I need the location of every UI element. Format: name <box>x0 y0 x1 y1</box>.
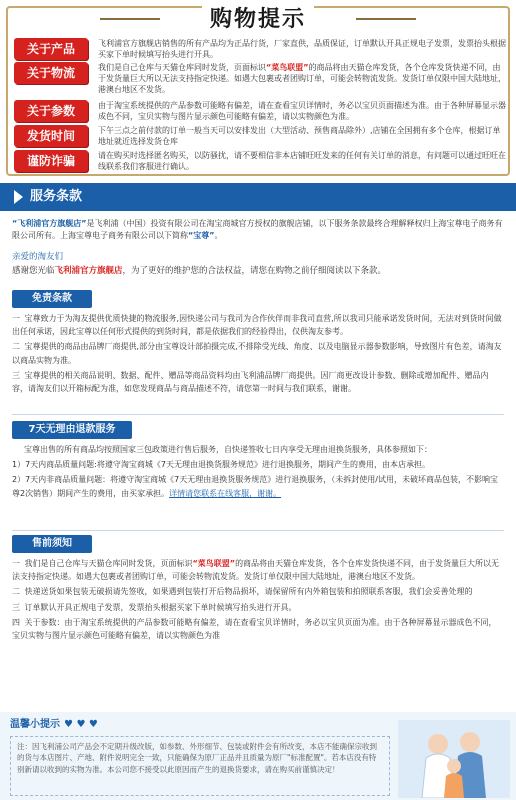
returns-lead: 宝尊出售的所有商品均按照国家三包政策进行售后服务，自快递签收七日内享受无理由退换货服务，具体参照如下： <box>24 445 432 454</box>
presale-item <box>12 585 504 598</box>
thanks-a: 感谢您光临 <box>12 266 55 276</box>
warm-tips-section <box>0 712 516 800</box>
tip-row-fraud <box>14 150 506 172</box>
thanks-line <box>12 266 386 277</box>
item-text: 我们是自己仓库与天猫仓库同时发货，页面标识 <box>24 559 193 568</box>
service-intro <box>12 218 504 242</box>
divider <box>12 414 504 415</box>
service-terms-header <box>0 183 516 211</box>
tip-text-logistics-a: 我们是自己仓库与天猫仓库同时发货，页面标识 <box>98 63 266 72</box>
item-num: 二 <box>12 342 20 352</box>
intro-end: 。 <box>214 231 223 240</box>
family-illustration-icon <box>398 720 510 798</box>
tip-badge-product: 关于产品 <box>14 38 88 60</box>
warm-tips-title: 温馨小提示 <box>10 719 60 730</box>
item-num: 三 <box>12 602 20 612</box>
divider <box>12 530 504 531</box>
item-num: 三 <box>12 370 20 380</box>
tip-badge-shipping-time: 发货时间 <box>14 125 88 147</box>
item-text: 7天内非商品质量问题：将遵守淘宝商城《7天无理由退换货服务规范》进行退换服务，（未拆封使用/试用，未破坏商品包装，不影响宝尊2次销售）期间产生的费用，由买家承担。 <box>12 475 498 498</box>
item-num: 一 <box>12 314 20 323</box>
tip-text-product: 飞利浦官方旗舰店销售的所有产品均为正品行货，厂家直供，品质保证，订单默认开具正规电子发票，发票抬头根据买家下单时候填写抬头进行开具。 <box>98 39 506 60</box>
item-num: 一 <box>12 559 20 568</box>
arrow-right-icon <box>14 190 23 204</box>
returns-item <box>12 473 504 499</box>
returns-item <box>12 458 504 471</box>
store-name: “飞利浦官方旗舰店” <box>12 219 87 228</box>
warm-tips-text: 注：因飞利浦公司产品会不定期升级改版，如参数、外形细节、包装或附件会有所改变，本店不能确保宗收到的货与本店图片、产地、附件说明完全一致，只能确保为原厂正品并且质量为原厂"标准配置"。若本店没有特别新请以收到的实物为准。本公司您不接受以此原因而产生的退换货要求，请在购买前谨慎决定！ <box>10 736 390 796</box>
tip-text-fraud: 请在购买时选择匿名购买，以防骚扰，请不要相信非本店铺旺旺发来的任何有关订单的消息，有问题可以通过旺旺在线联系我们客服进行确认。 <box>98 151 506 172</box>
disclaimer-body <box>12 312 504 397</box>
returns-badge: 7天无理由退款服务 <box>12 421 132 439</box>
tip-row-params <box>14 100 506 122</box>
shopping-tips-section <box>0 0 516 180</box>
item-text: 快递送货如果包装无破损请先签收，如果遇到包装打开后物品损坏，请保留所有内外箱包装和拍照联系客服，我们会妥善处理的 <box>24 587 473 597</box>
disclaimer-badge: 免责条款 <box>12 290 92 308</box>
item-text: 订单默认开具正规电子发票，发票抬头根据买家下单时候填写抬头进行开具。 <box>24 602 297 612</box>
disclaimer-item <box>12 369 504 395</box>
contact-service-link[interactable]: 详情请您联系在线客服，谢谢。 <box>169 488 282 498</box>
presale-body <box>12 557 504 644</box>
tip-text-params: 由于淘宝系统提供的产品参数可能略有偏差，请在查看宝贝详情时，务必以宝贝页面描述为准。由于各种屏幕显示器成色不同，宝贝实物与图片显示颜色可能略有偏差，请以实物颜色为准。 <box>98 101 506 122</box>
greeting-line: 亲爱的淘友们 <box>12 252 64 262</box>
tip-row-product <box>14 38 506 60</box>
cainiao-highlight: “菜鸟联盟” <box>266 63 309 72</box>
item-num: 二 <box>12 587 20 597</box>
hearts-icon: ♥ ♥ ♥ <box>64 719 98 730</box>
item-num: 四 <box>12 617 20 627</box>
baozun-name: “宝尊” <box>188 231 215 240</box>
presale-badge: 售前须知 <box>12 535 92 553</box>
intro-text: 是飞利浦（中国）投资有限公司在淘宝商城官方授权的旗舰店铺，以下服务条款最终合理解释权归上海宝尊电子商务有限公司所有。上海宝尊电子商务有限公司以下简称 <box>12 219 503 240</box>
tip-text-logistics-b: 的商品将由天猫仓库发货，各个仓库发货快递不同，由于发货量巨大所以无法支持指定快递。如遇大包裹或者团购订单，可能会转物流发货。发货订单仅限中国大陆地址，港澳台地区不发货。 <box>98 63 506 95</box>
tip-badge-params: 关于参数 <box>14 100 88 122</box>
item-text: 宝尊致力于为淘友提供优质快捷的物流服务,因快递公司与我司为合作伙伴而非我司直营,所以我司只能承诺发货时间，无法对到货时间做出任何承诺，因此宝尊以任何形式提供的到货时间，都是依据我们的经验得出，仅供淘友参考。 <box>12 314 502 337</box>
presale-item <box>12 601 504 614</box>
disclaimer-item <box>12 312 504 338</box>
disclaimer-item <box>12 340 504 366</box>
shopping-tips-title: 购物提示 <box>202 6 314 32</box>
shopping-tips-title-wrap <box>150 0 366 40</box>
item-text: 关于参数：由于淘宝系统提供的产品参数可能略有偏差，请在查看宝贝详情时，务必以宝贝页面为准。由于各种屏幕显示器成色不同，宝贝实物与图片显示颜色可能略有偏差，请以实物颜色为准 <box>12 617 497 640</box>
item-text: 宝尊提供的商品由品牌厂商提供,部分由宝尊设计部拍摄完成,不排除受光线、角度、以及电脑显示器参数影响，导致图片有色差，请淘友以商品实物为准。 <box>12 342 502 365</box>
tip-text-logistics <box>98 62 506 96</box>
tip-row-shipping-time <box>14 125 506 147</box>
item-num: 1） <box>12 460 26 470</box>
warm-tips-header <box>10 718 98 732</box>
presale-item <box>12 616 504 642</box>
cainiao-highlight: “菜鸟联盟” <box>192 559 236 568</box>
presale-item <box>12 557 504 583</box>
item-text: 7天内商品质量问题:将遵守淘宝商城《7天无理由退换货服务规范》进行退换服务，期间产生的费用，由本店承担。 <box>25 460 430 470</box>
returns-body <box>12 443 504 502</box>
thanks-c: ，为了更好的维护您的合法权益，请您在购物之前仔细阅读以下条款。 <box>122 266 387 276</box>
tip-row-logistics <box>14 62 506 96</box>
tip-text-shipping-time: 下午三点之前付款的订单一般当天可以安排发出（大型活动、预售商品除外）,店铺在全国拥有多个仓库，根据订单地址就近选择发货仓库 <box>98 126 501 147</box>
item-text: 宝尊提供的相关商品说明、数据、配件、赠品等商品资料均由飞利浦品牌厂商提供。因厂商更改设计参数、删除或增加配件、赠品内容，请淘友们以开箱标配为准，如您发现商品与商品描述不符，请您第一时间与我们联系，谢谢。 <box>12 370 489 393</box>
tip-badge-logistics: 关于物流 <box>14 62 88 84</box>
service-terms-title: 服务条款 <box>30 189 83 204</box>
tip-badge-fraud: 谨防诈骗 <box>14 150 88 172</box>
item-text: 的商品将由天猫仓库发货，各个仓库发货快递不同，由于发货量巨大所以无法支持指定快递。如遇大包裹或者团购订单，可能会转物流发货。发货订单仅限中国大陆地址，港澳台地区不发货。 <box>12 559 500 582</box>
thanks-store: 飞利浦官方旗舰店 <box>54 266 123 276</box>
item-num: 2） <box>12 475 26 485</box>
